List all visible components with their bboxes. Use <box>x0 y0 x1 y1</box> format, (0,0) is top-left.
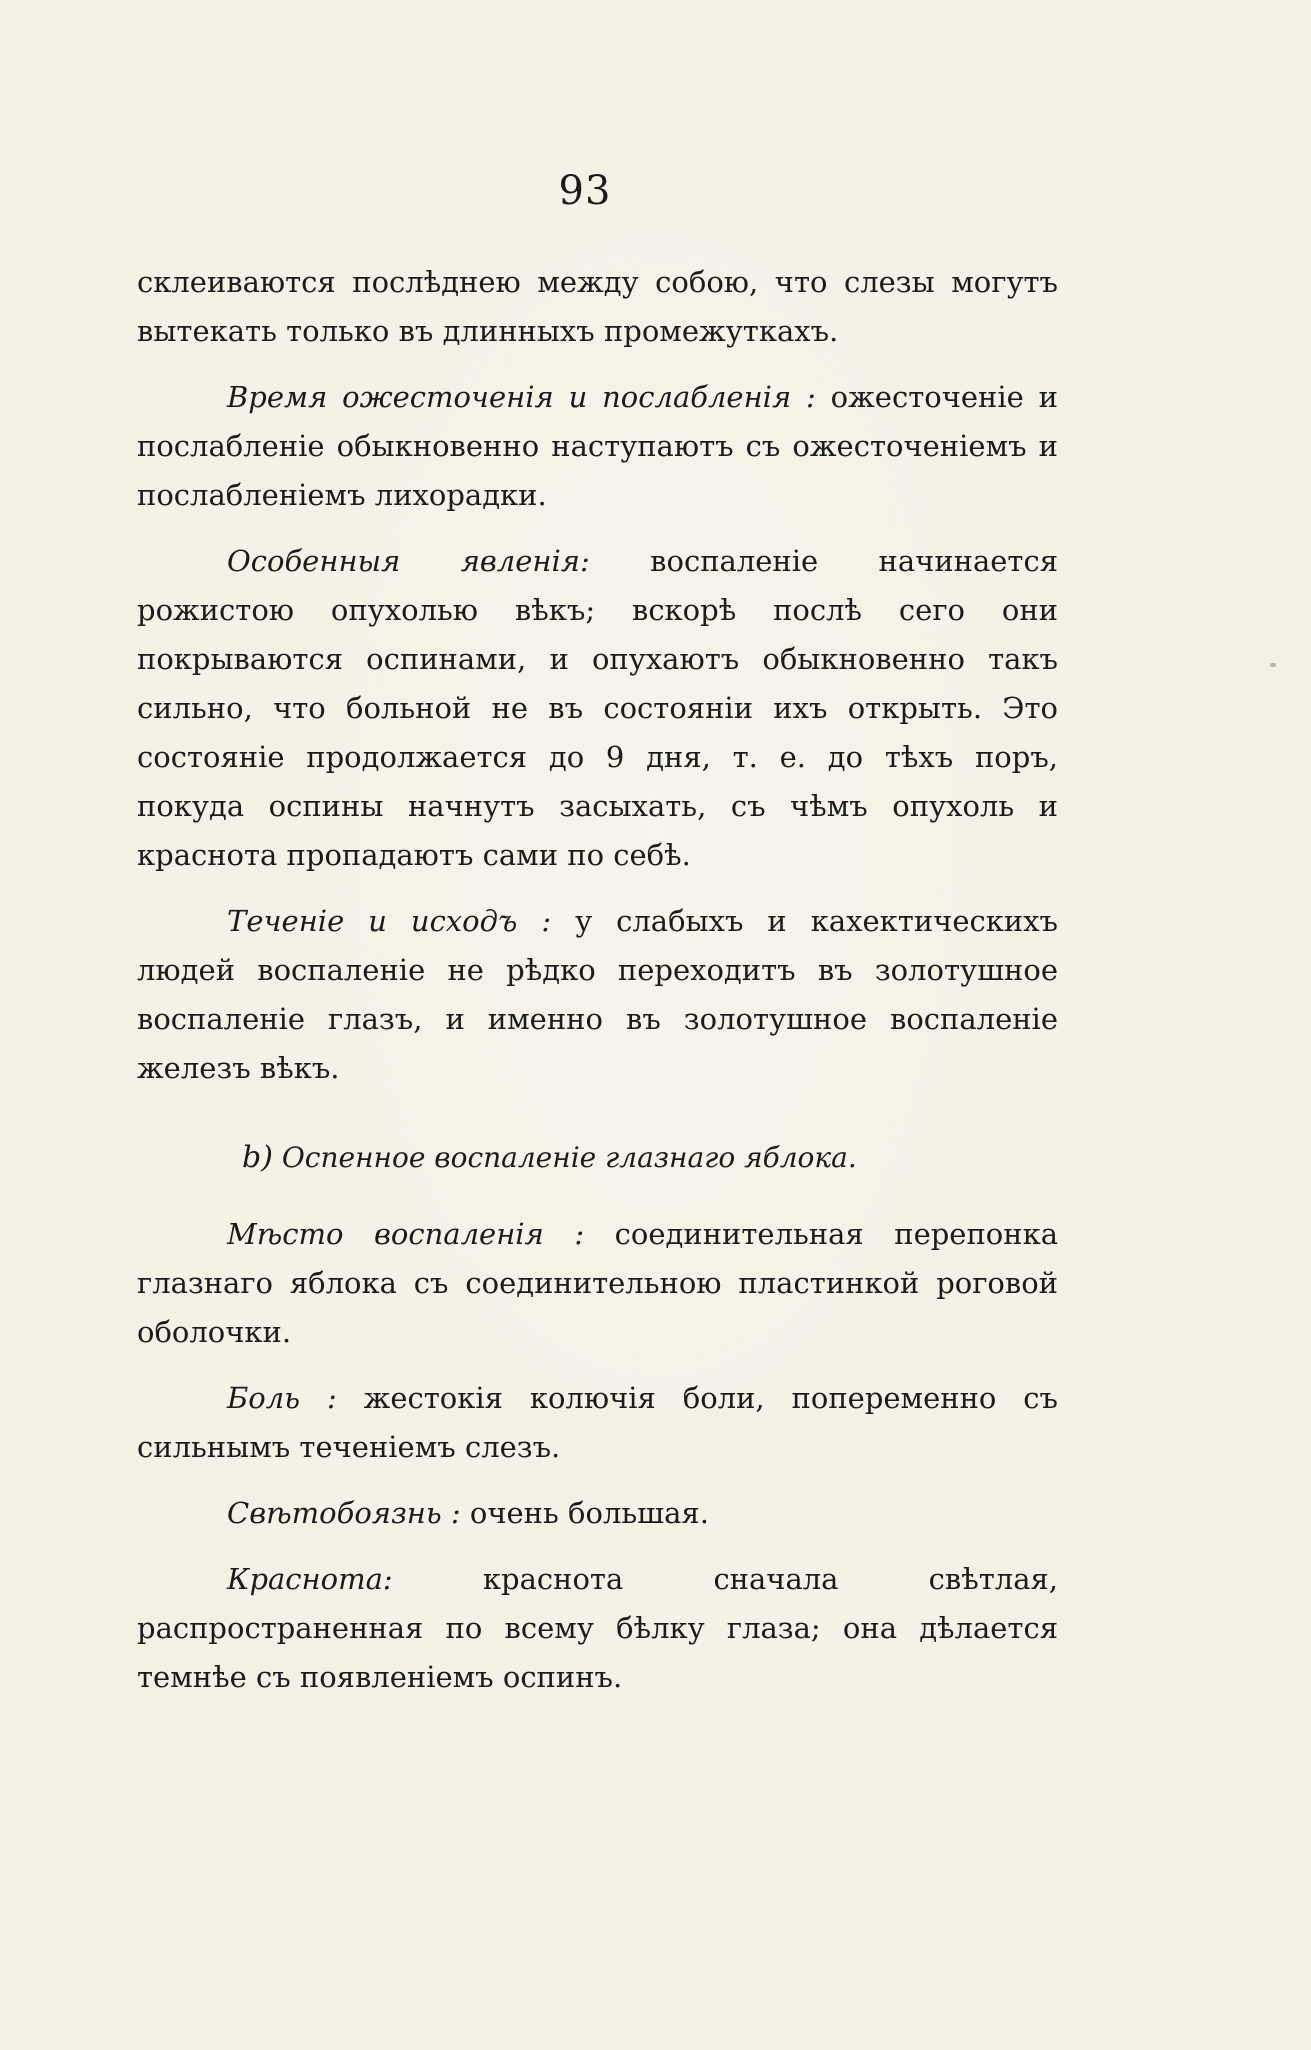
paragraph-continuation <box>137 258 1058 356</box>
paragraph-text: воспаленіе начинается рожистою опухолью вѣкъ; вскорѣ послѣ сего они покрываются оспинами, и опухаютъ обыкновенно такъ сильно, что больной не въ состояніи ихъ открыть. Это состояніе продолжается до 9 дня, т. е. до тѣхъ поръ, покуда оспины начнутъ засыхать, съ чѣмъ опухоль и краснота пропадаютъ сами по себѣ. <box>137 544 1059 872</box>
paragraph-label: Мѣсто воспаленія : <box>227 1217 585 1251</box>
paragraph-label: Краснота: <box>227 1562 393 1596</box>
page-number: 93 <box>558 168 612 214</box>
paragraph-label: Свѣтобоязнь : <box>227 1496 461 1530</box>
body-text <box>137 258 1058 1702</box>
section-letter: b) <box>242 1140 273 1175</box>
paragraph-label: Время ожесточенія и послабленія : <box>227 380 816 414</box>
paragraph-redness <box>137 1555 1058 1702</box>
paragraph-label: Теченіе и исходъ : <box>227 904 552 938</box>
paragraph-text: краснота сначала свѣтлая, распространенная по всему бѣлку глаза; она дѣлается темнѣе съ появленіемъ оспинъ. <box>137 1562 1059 1694</box>
paragraph-text: очень большая. <box>469 1496 709 1530</box>
paragraph-text: жестокія колючія боли, попеременно съ сильнымъ теченіемъ слезъ. <box>137 1381 1059 1464</box>
paper-blemish <box>1270 663 1276 667</box>
paragraph-time-of-aggravation <box>137 373 1058 520</box>
paragraph-label: Боль : <box>227 1381 337 1415</box>
paragraph-label: Особенныя явленія: <box>227 544 590 578</box>
paragraph-text: ожесточеніе и послабленіе обыкновенно наступаютъ съ ожесточеніемъ и послабленіемъ лихорадки. <box>137 380 1058 512</box>
paragraph-pain <box>137 1374 1058 1472</box>
section-title: Оспенное воспаленіе глазнаго яблока. <box>281 1141 857 1174</box>
paragraph-place-of-inflammation <box>137 1210 1058 1357</box>
paragraph-special-phenomena <box>137 537 1058 880</box>
paragraph-photophobia <box>137 1489 1058 1538</box>
section-heading <box>137 1133 1058 1182</box>
paragraph-course-and-outcome <box>137 897 1058 1093</box>
paragraph-text: соединительная перепонка глазнаго яблока съ соединительною пластинкой роговой оболочки. <box>137 1217 1058 1349</box>
paragraph-text: у слабыхъ и кахектическихъ людей воспаленіе не рѣдко переходитъ въ золотушное воспаленіе глазъ, и именно въ золотушное воспаленіе железъ вѣкъ. <box>137 904 1058 1085</box>
paragraph-text: склеиваются послѣднею между собою, что слезы могутъ вытекать только въ длинныхъ промежуткахъ. <box>137 265 1058 348</box>
